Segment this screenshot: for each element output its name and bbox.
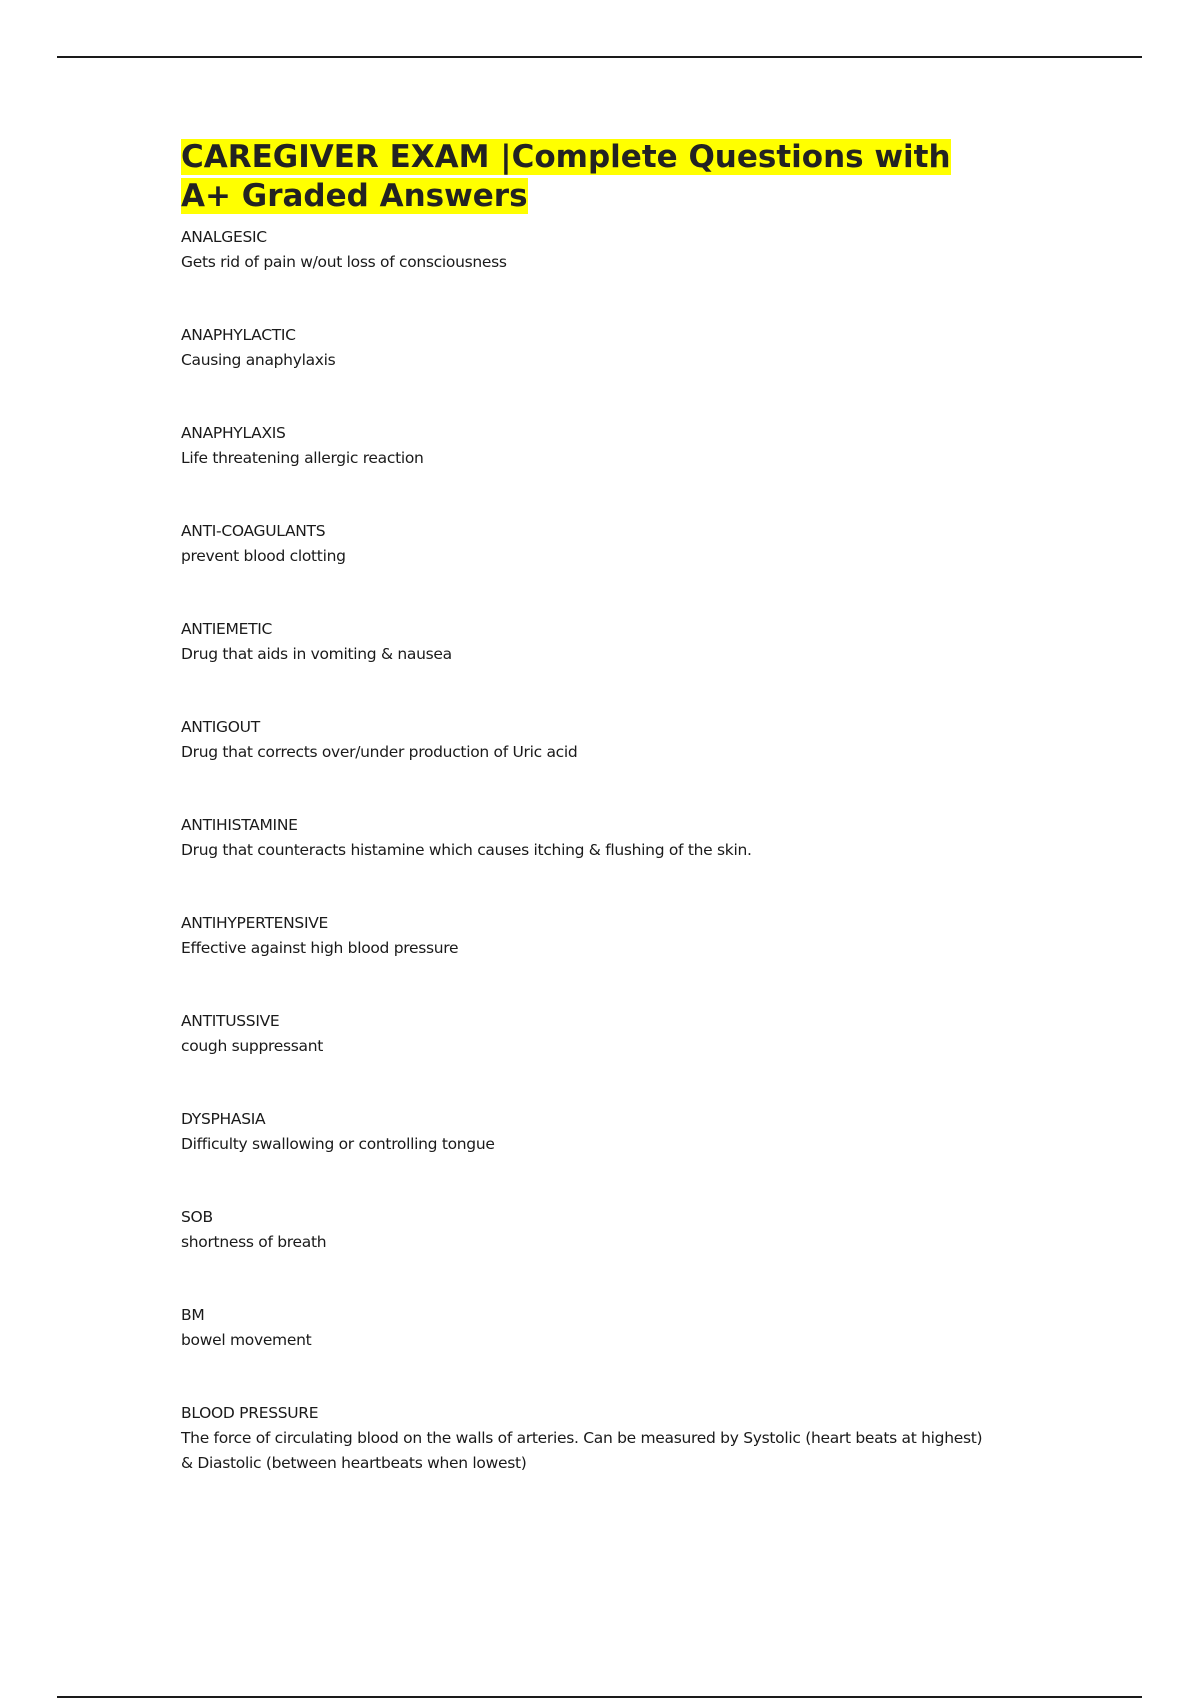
- term-definition: Difficulty swallowing or controlling tongue: [181, 1135, 495, 1153]
- list-item: [181, 519, 1001, 569]
- title-highlight: CAREGIVER EXAM |Complete Questions with A+ Graded Answers: [181, 139, 951, 214]
- bottom-rule: [57, 1696, 1142, 1698]
- term-definition: Gets rid of pain w/out loss of consciousness: [181, 253, 507, 271]
- term-definition: Drug that corrects over/under production of Uric acid: [181, 743, 578, 761]
- term-definition: shortness of breath: [181, 1233, 327, 1251]
- term-list: [181, 225, 1001, 1476]
- list-item: [181, 1205, 1001, 1255]
- term-definition: Drug that aids in vomiting & nausea: [181, 645, 452, 663]
- term-definition: cough suppressant: [181, 1037, 324, 1055]
- top-rule: [57, 56, 1142, 58]
- list-item: [181, 1107, 1001, 1157]
- term-definition: The force of circulating blood on the walls of arteries. Can be measured by Systolic (heart beats at highest) & Diastolic (between heartbeats when lowest): [181, 1429, 983, 1472]
- term-label: ANTIEMETIC: [181, 620, 273, 638]
- list-item: [181, 323, 1001, 373]
- term-label: ANAPHYLAXIS: [181, 424, 286, 442]
- term-label: ANTITUSSIVE: [181, 1012, 280, 1030]
- term-label: SOB: [181, 1208, 213, 1226]
- term-label: ANAPHYLACTIC: [181, 326, 296, 344]
- document-title: [181, 138, 1001, 216]
- list-item: [181, 617, 1001, 667]
- term-label: BLOOD PRESSURE: [181, 1404, 319, 1422]
- list-item: [181, 911, 1001, 961]
- document-body: [181, 138, 1001, 1524]
- term-label: ANALGESIC: [181, 228, 267, 246]
- term-label: ANTI-COAGULANTS: [181, 522, 326, 540]
- list-item: [181, 1009, 1001, 1059]
- list-item: [181, 813, 1001, 863]
- term-definition: bowel movement: [181, 1331, 312, 1349]
- term-definition: Life threatening allergic reaction: [181, 449, 424, 467]
- term-definition: Drug that counteracts histamine which causes itching & flushing of the skin.: [181, 841, 752, 859]
- list-item: [181, 225, 1001, 275]
- term-label: ANTIHISTAMINE: [181, 816, 298, 834]
- term-label: DYSPHASIA: [181, 1110, 266, 1128]
- term-definition: Effective against high blood pressure: [181, 939, 459, 957]
- term-label: ANTIGOUT: [181, 718, 260, 736]
- term-definition: Causing anaphylaxis: [181, 351, 336, 369]
- term-label: ANTIHYPERTENSIVE: [181, 914, 329, 932]
- list-item: [181, 1303, 1001, 1353]
- term-definition: prevent blood clotting: [181, 547, 346, 565]
- list-item: [181, 421, 1001, 471]
- list-item: [181, 1401, 1001, 1476]
- term-label: BM: [181, 1306, 205, 1324]
- list-item: [181, 715, 1001, 765]
